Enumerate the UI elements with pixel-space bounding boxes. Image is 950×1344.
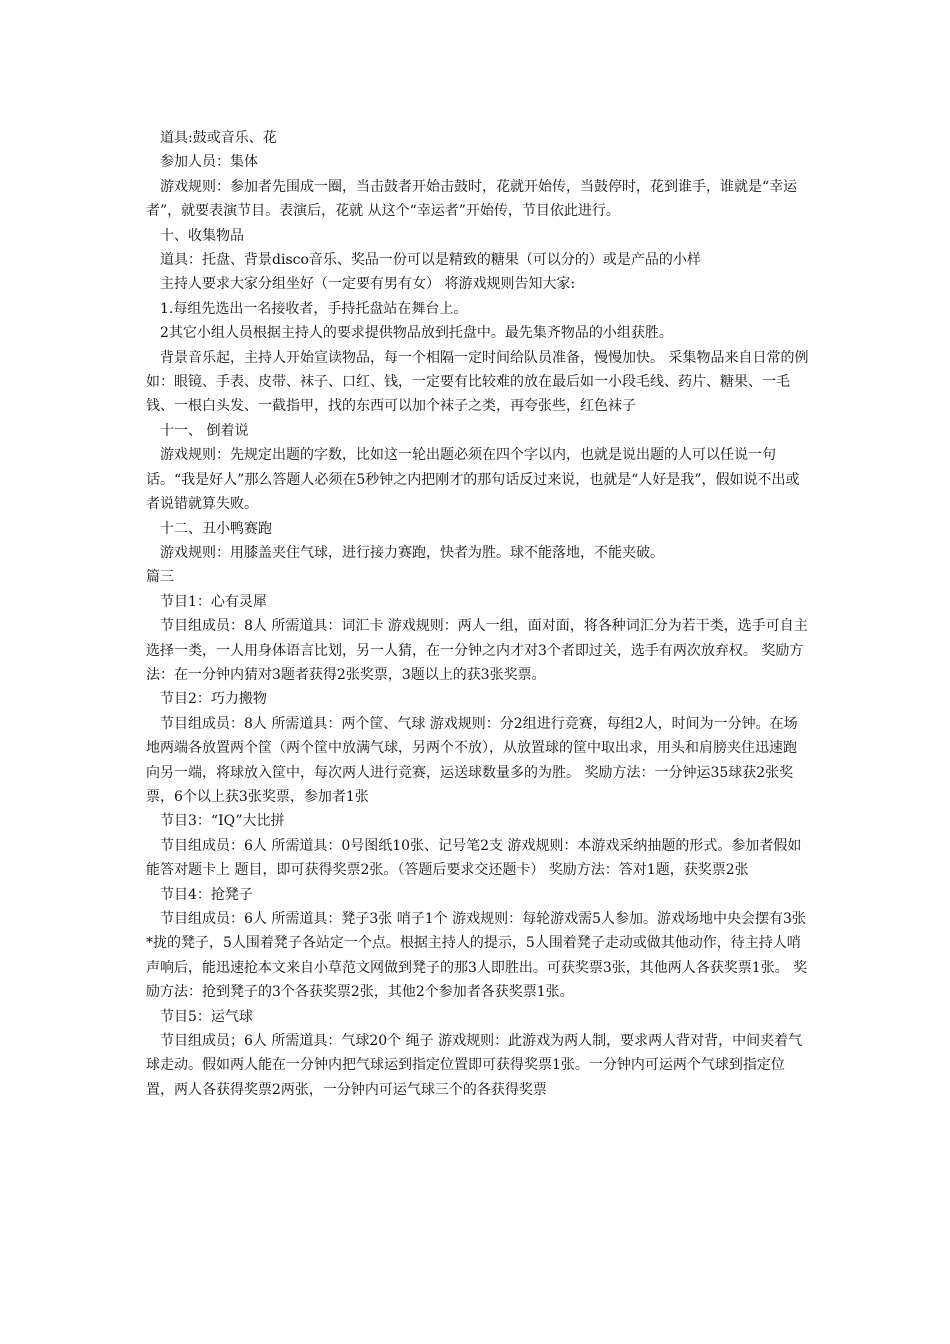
list-item: 1.每组先选出一名接收者，手持托盘站在舞台上。	[160, 300, 468, 317]
paragraph: 节目组成员；6人 所需道具：气球20个 绳子 游戏规则：此游戏为两人制，要求两人背对背，中间夹着气球走动。假如两人能在一分钟内把气球运到指定位置即可获得奖票1张。一分钟内可运两个气球到指定位置，两人各获得奖票2两张，一分钟内可运气球三个的各获得奖票	[146, 1033, 803, 1098]
paragraph: 节目组成员：8人 所需道具：两个筐、气球 游戏规则：分2组进行竞赛，每组2人，时间为一分钟。在场地两端各放置两个筐（两个筐中放满气球，另两个不放），从放置球的筐中取出求，用头和肩膀夹住迅速跑向另一端，将球放入筐中，每次两人进行竞赛，运送球数量多的为胜。 奖励方法：一分钟运35球获2张奖票，6个以上获3张奖票，参加者1张	[146, 715, 798, 805]
part-heading: 篇三	[146, 569, 174, 586]
program-title: 节目3：“IQ”大比拼	[160, 813, 285, 830]
paragraph: 游戏规则：先规定出题的字数，比如这一轮出题必须在四个字以内，也就是说出题的人可以任说一句话。“我是好人”那么答题人必须在5秒钟之内把刚才的那句话反过来说，也就是“人好是我”，假如说不出或者说错就算失败。	[146, 447, 800, 513]
program-title: 节目1：心有灵犀	[160, 593, 267, 610]
program-title: 节目4：抢凳子	[160, 886, 253, 903]
paragraph: 节目组成员：6人 所需道具：0号图纸10张、记号笔2支 游戏规则：本游戏采纳抽题的形式。参加者假如能答对题卡上 题目，即可获得奖票2张。（答题后要求交还题卡） 奖励方法：答对1题，获奖票2张	[146, 837, 802, 879]
list-item: 2其它小组人员根据主持人的要求提供物品放到托盘中。最先集齐物品的小组获胜。	[160, 325, 673, 342]
paragraph: 游戏规则：用膝盖夹住气球，进行接力赛跑，快者为胜。球不能落地，不能夹破。	[160, 544, 664, 561]
paragraph: 主持人要求大家分组坐好（一定要有男有女） 将游戏规则告知大家:	[160, 276, 576, 293]
paragraph: 道具:鼓或音乐、花	[160, 130, 277, 146]
paragraph: 节目组成员：6人 所需道具：凳子3张 哨子1个 游戏规则：每轮游戏需5人参加。游戏场地中央会摆有3张*拢的凳子，5人围着凳子各站定一个点。根据主持人的提示，5人围着凳子走动或做其他动作，待主持人哨声响后，能迅速抢本文来自小草范文网做到凳子的那3人即胜出。可获奖票3张，其他两人各获奖票1张。 奖励方法：抢到凳子的3个各获奖票2张，其他2个参加者各获奖票1张。	[146, 911, 808, 1001]
paragraph: 道具：托盘、背景disco音乐、奖品一份可以是精致的糖果（可以分的）或是产品的小样	[160, 252, 701, 269]
section-heading: 十、收集物品	[160, 227, 244, 244]
paragraph: 参加人员：集体	[160, 154, 258, 171]
paragraph: 节目组成员：8人 所需道具：词汇卡 游戏规则：两人一组，面对面，将各种词汇分为若干类，选手可自主选择一类，一人用身体语言比划，另一人猜，在一分钟之内才对3个者即过关，选手有两次放弃权。 奖励方法：在一分钟内猜对3题者获得2张奖票，3题以上的获3张奖票。	[146, 618, 808, 683]
document-body	[146, 126, 810, 1102]
program-title: 节目2：巧力搬物	[160, 691, 267, 708]
section-heading: 十二、丑小鸭赛跑	[160, 520, 272, 537]
paragraph: 背景音乐起，主持人开始宣读物品，每一个相隔一定时间给队员准备，慢慢加快。 采集物品来自日常的例如：眼镜、手表、皮带、袜子、口红、钱，一定要有比较难的放在最后如一小段毛线、药片、糖果、一毛钱、一根白头发、一截指甲，找的东西可以加个袜子之类，再夸张些，红色袜子	[146, 349, 809, 415]
paragraph: 游戏规则：参加者先围成一圈，当击鼓者开始击鼓时，花就开始传，当鼓停时，花到谁手，谁就是“幸运者”，就要表演节目。表演后，花就 从这个“幸运者”开始传，节目依此进行。	[146, 178, 798, 220]
section-heading: 十一、 倒着说	[160, 422, 249, 439]
program-title: 节目5：运气球	[160, 1008, 253, 1025]
